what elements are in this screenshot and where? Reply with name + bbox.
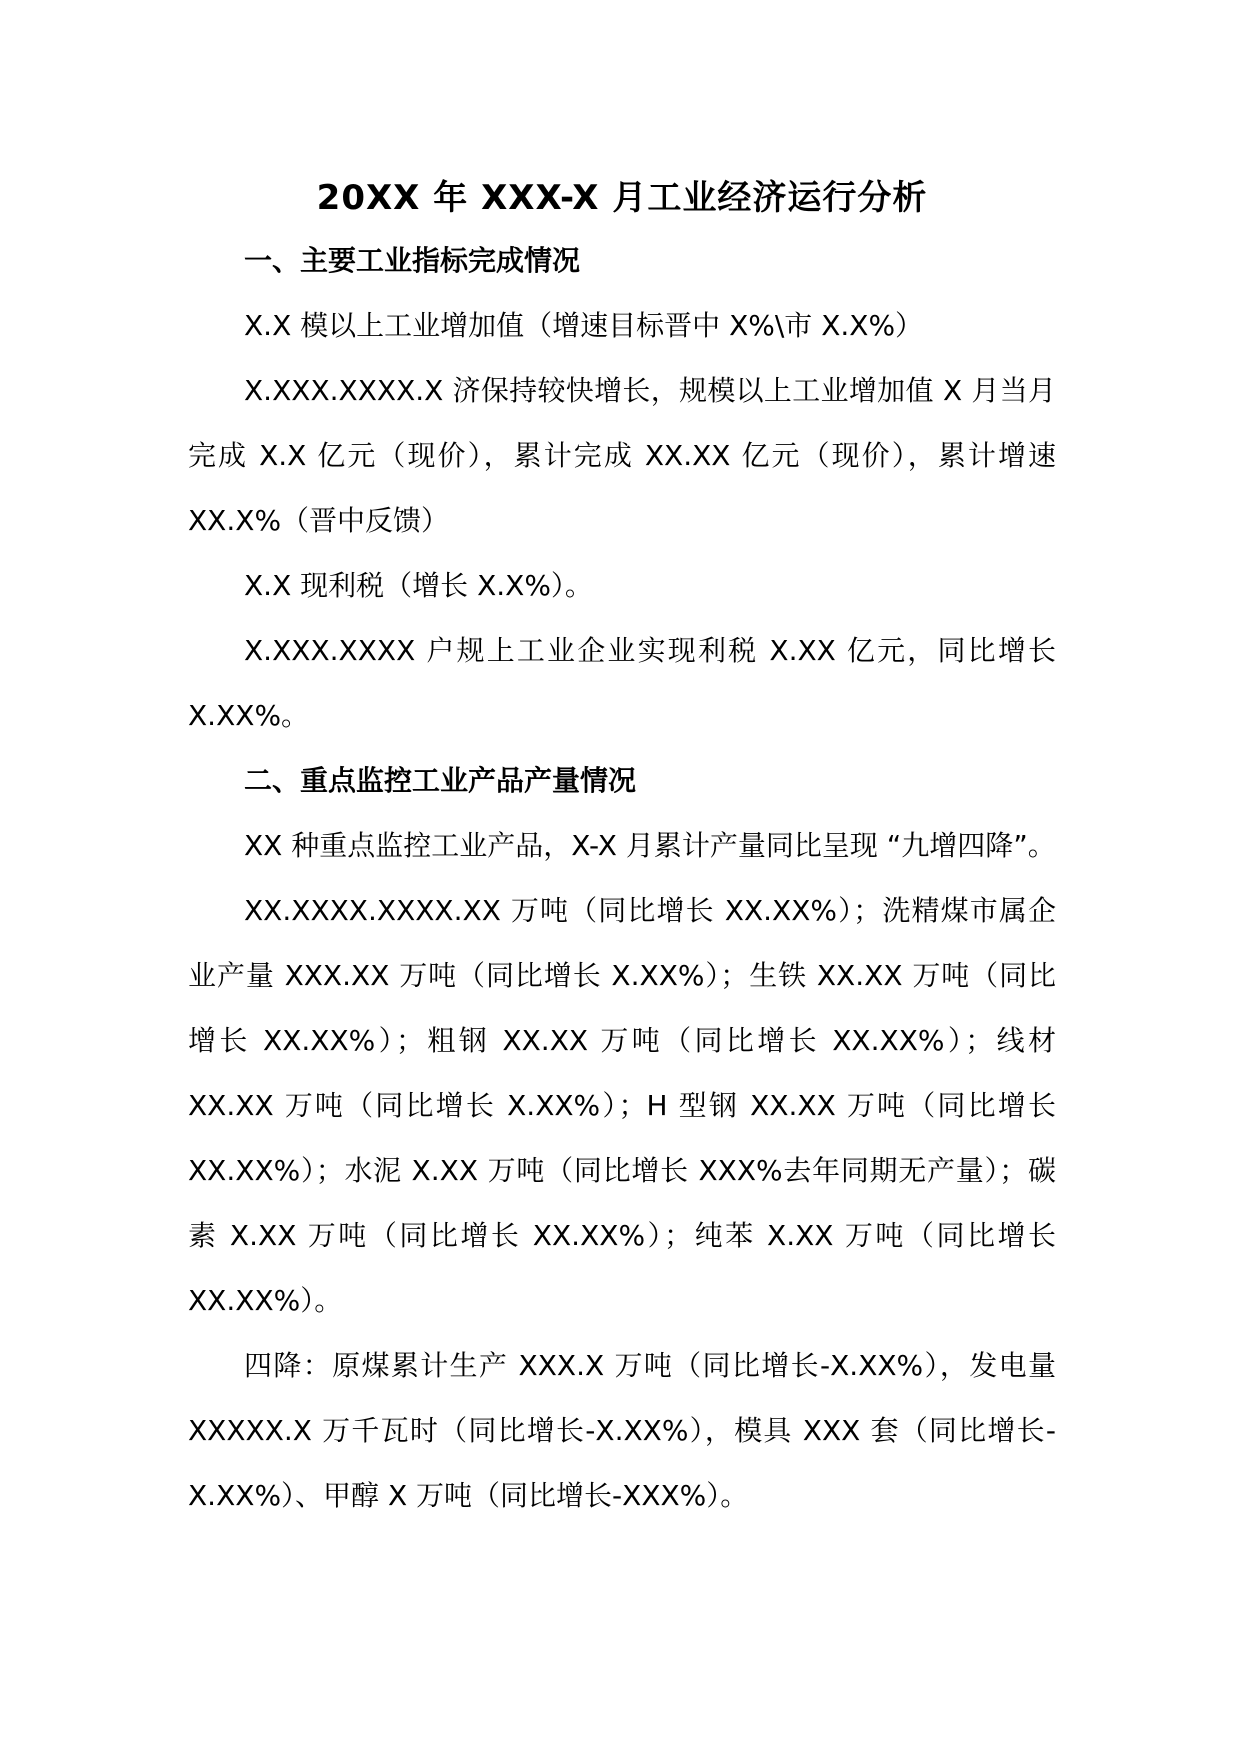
paragraph: X.X 模以上工业增加值（增速目标晋中 X%\市 X.X%） [244,309,924,342]
paragraph: XX 种重点监控工业产品，X-X 月累计产量同比呈现 “九增四降”。 [244,829,1056,862]
document-title: 20XX 年 XXX-X 月工业经济运行分析 [316,178,928,218]
paragraph: 四降：原煤累计生产 XXX.X 万吨（同比增长-X.XX%），发电量 XXXXX.X 万千瓦时（同比增长-X.XX%），模具 XXX 套（同比增长-X.XX%）、甲醇 X 万吨（同比增长-XXX%）。 [188,1349,1056,1512]
document-body [188,168,1056,1528]
paragraph: XX.XXXX.XXXX.XX 万吨（同比增长 XX.XX%）；洗精煤市属企业产量 XXX.XX 万吨（同比增长 X.XX%）；生铁 XX.XX 万吨（同比增长 XX.XX%）；粗钢 XX.XX 万吨（同比增长 XX.XX%）；线材 XX.XX 万吨（同比增长 X.XX%）；H 型钢 XX.XX 万吨（同比增长 XX.XX%）；水泥 X.XX 万吨（同比增长 XXX%去年同期无产量）；碳素 X.XX 万吨（同比增长 XX.XX%）；纯苯 X.XX 万吨（同比增长 XX.XX%）。 [188,894,1056,1317]
paragraph: X.XXX.XXXX.X 济保持较快增长，规模以上工业增加值 X 月当月完成 X.X 亿元（现价），累计完成 XX.XX 亿元（现价），累计增速 XX.X%（晋中反馈） [188,374,1056,537]
paragraph: X.XXX.XXXX 户规上工业企业实现利税 X.XX 亿元，同比增长 X.XX%。 [188,634,1056,732]
paragraph: X.X 现利税（增长 X.X%）。 [244,569,593,602]
section-heading-2: 二、重点监控工业产品产量情况 [244,764,637,797]
section-heading-1: 一、主要工业指标完成情况 [244,244,581,277]
